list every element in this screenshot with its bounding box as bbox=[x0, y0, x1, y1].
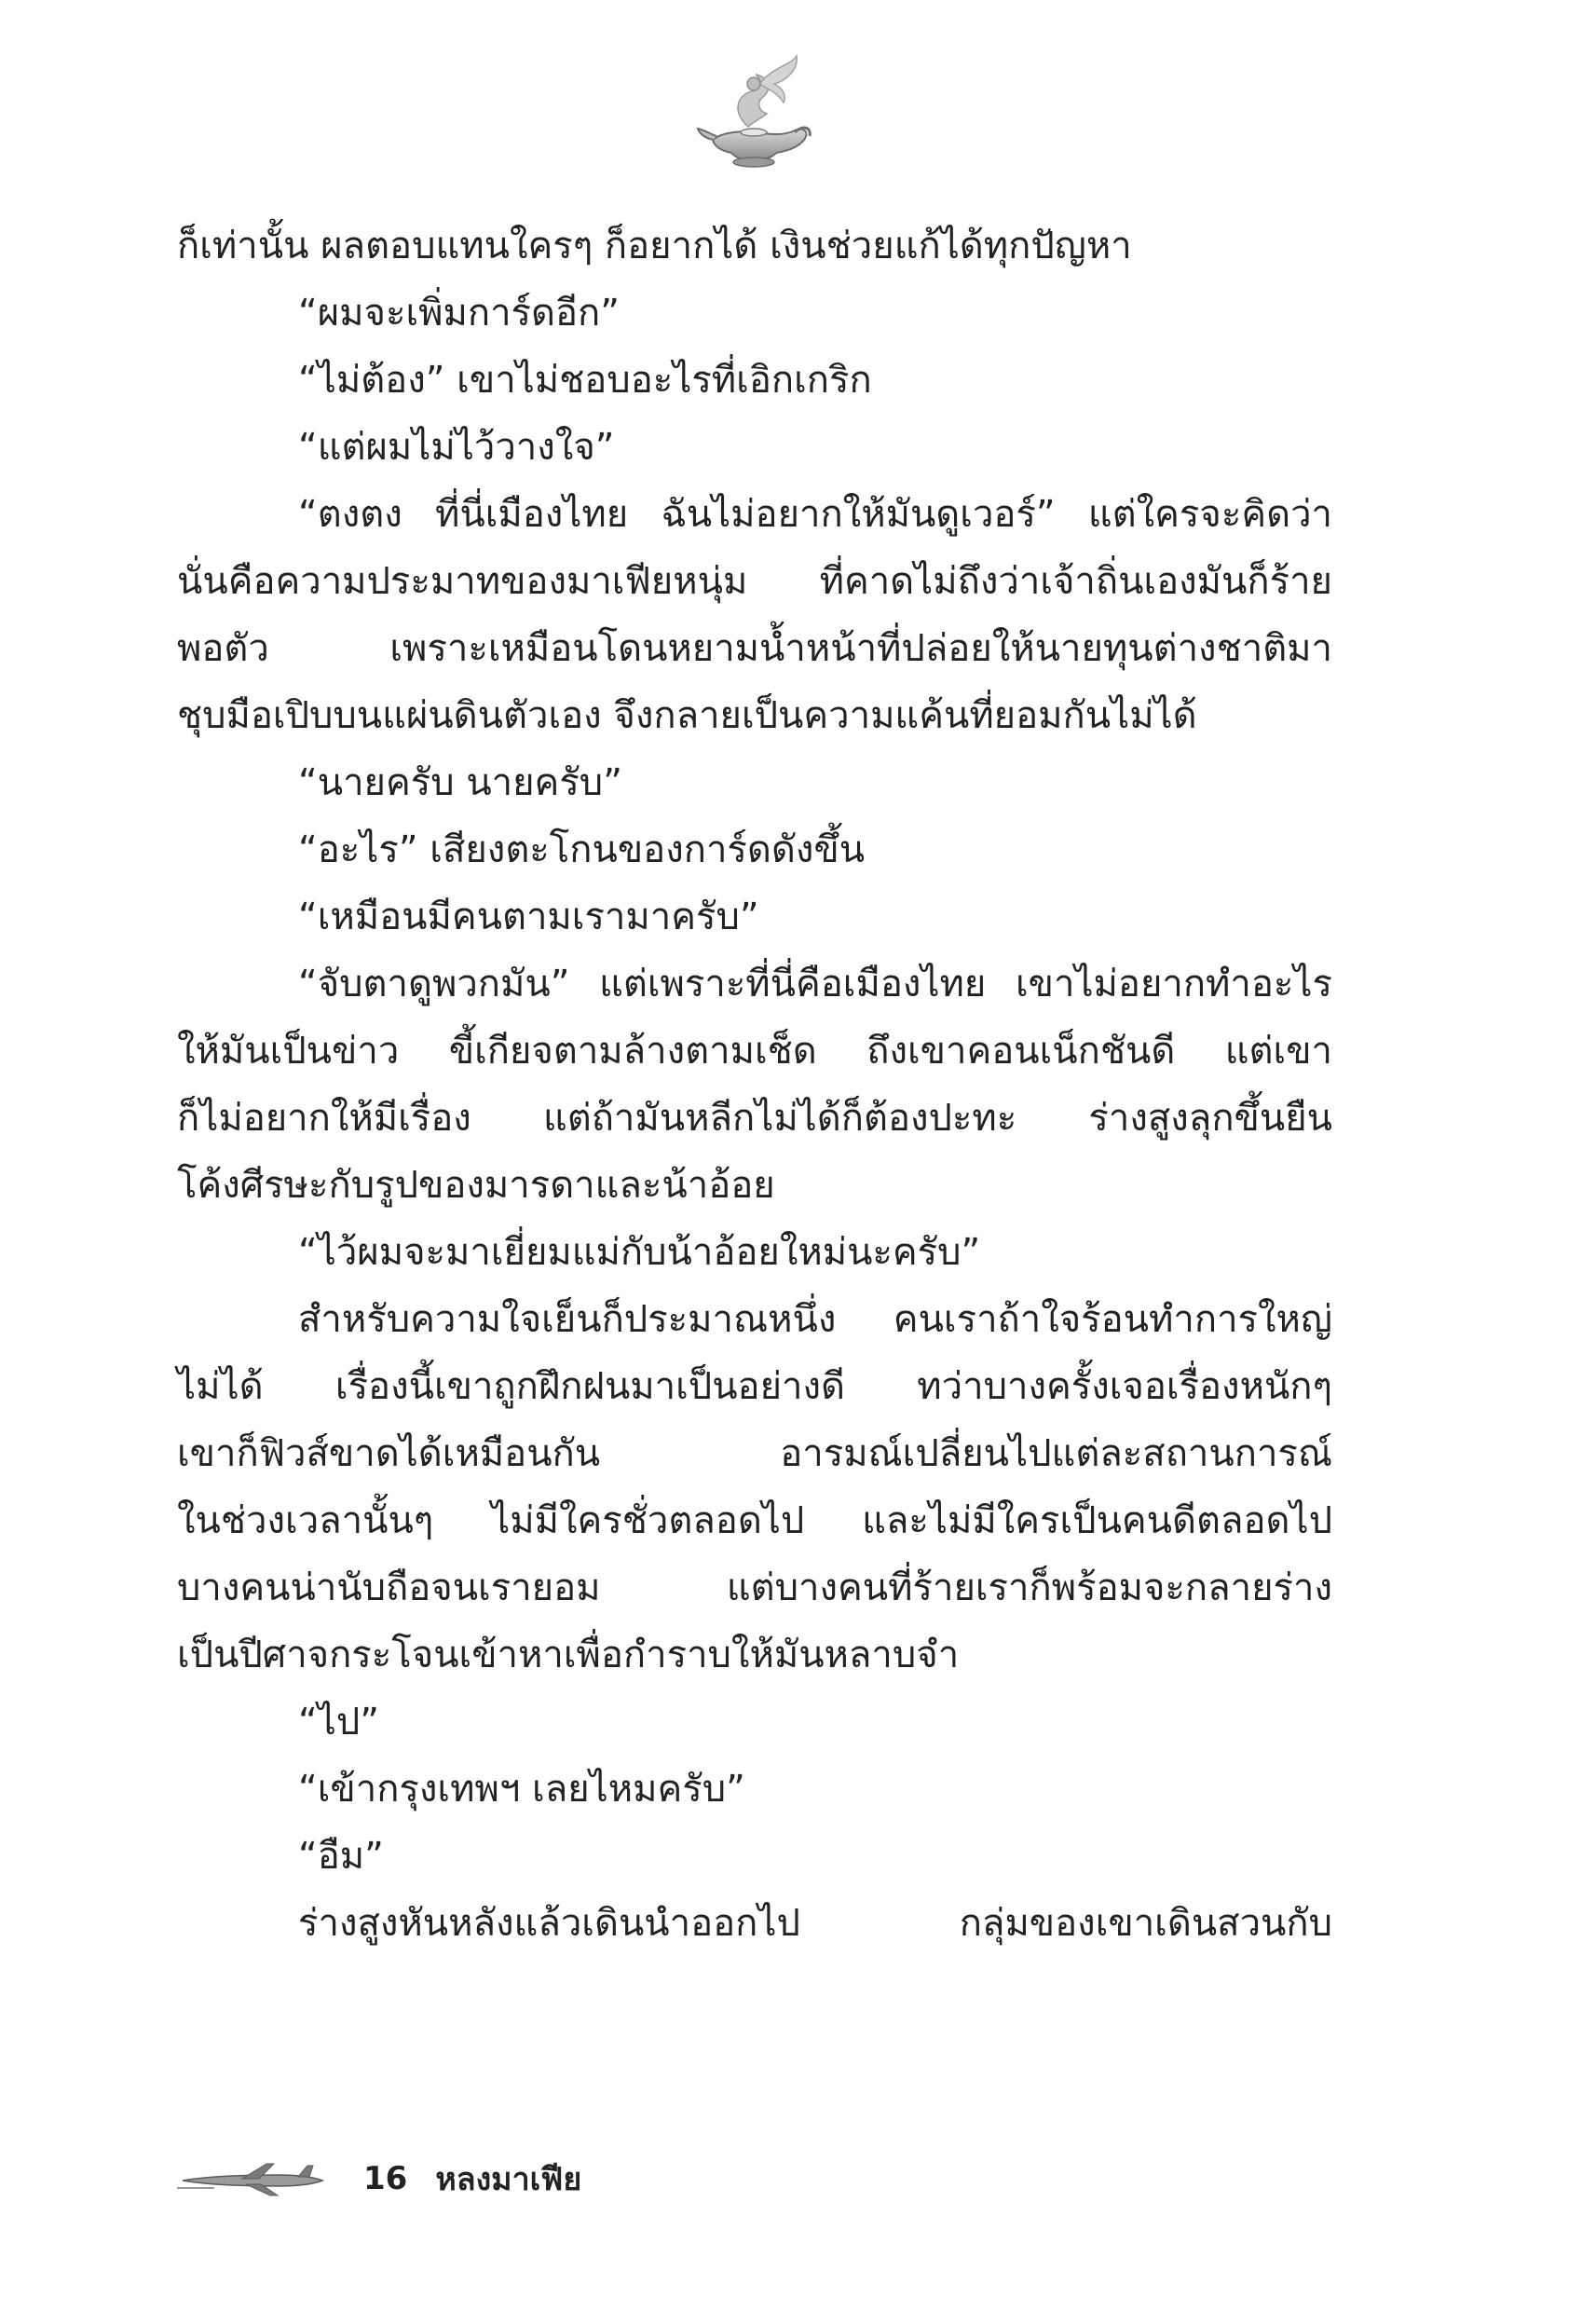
text-line: บางคนน่านับถือจนเรายอม แต่บางคนที่ร้ายเราก็พร้อมจะกลายร่าง bbox=[177, 1566, 1332, 1609]
text-line: “ไว้ผมจะมาเยี่ยมแม่กับน้าอ้อยใหม่นะครับ” bbox=[298, 1231, 981, 1274]
airplane-icon bbox=[177, 2160, 326, 2197]
text-line: ร่างสูงหันหลังแล้วเดินนำออกไป กลุ่มของเขาเดินสวนกับ bbox=[298, 1902, 1332, 1945]
text-line: ไม่ได้ เรื่องนี้เขาถูกฝึกฝนมาเป็นอย่างดี ทว่าบางครั้งเจอเรื่องหนักๆ bbox=[177, 1365, 1332, 1408]
text-line: “ไม่ต้อง” เขาไม่ชอบอะไรที่เอิกเกริก bbox=[298, 359, 872, 402]
text-line: “นายครับ นายครับ” bbox=[298, 761, 622, 804]
text-line: พอตัว เพราะเหมือนโดนหยามน้ำหน้าที่ปล่อยให้นายทุนต่างชาติมา bbox=[177, 627, 1332, 670]
text-line: “จับตาดูพวกมัน” แต่เพราะที่นี่คือเมืองไทย เขาไม่อยากทำอะไร bbox=[298, 963, 1332, 1005]
text-line: “อะไร” เสียงตะโกนของการ์ดดังขึ้น bbox=[298, 828, 866, 871]
text-line: ในช่วงเวลานั้นๆ ไม่มีใครชั่วตลอดไป และไม่มีใครเป็นคนดีตลอดไป bbox=[177, 1499, 1332, 1542]
text-line: “อืม” bbox=[298, 1835, 384, 1878]
page-footer bbox=[177, 2151, 581, 2207]
text-line: ก็เท่านั้น ผลตอบแทนใครๆ ก็อยากได้ เงินช่วยแก้ได้ทุกปัญหา bbox=[177, 225, 1132, 267]
text-line: “ผมจะเพิ่มการ์ดอีก” bbox=[298, 292, 620, 335]
page-number: 16 bbox=[363, 2160, 408, 2197]
body-text bbox=[177, 212, 1332, 1957]
text-line: โค้งศีรษะกับรูปของมารดาและน้าอ้อย bbox=[177, 1164, 775, 1207]
text-line: สำหรับความใจเย็นก็ประมาณหนึ่ง คนเราถ้าใจร้อนทำการใหญ่ bbox=[298, 1298, 1332, 1341]
text-line: เป็นปีศาจกระโจนเข้าหาเพื่อกำราบให้มันหลาบจำ bbox=[177, 1634, 960, 1676]
text-line: “แต่ผมไม่ไว้วางใจ” bbox=[298, 426, 615, 469]
text-line: “เหมือนมีคนตามเรามาครับ” bbox=[298, 896, 759, 938]
text-line: “ไป” bbox=[298, 1701, 379, 1744]
magic-lamp-genie-icon bbox=[694, 47, 815, 177]
text-line: นั่นคือความประมาทของมาเฟียหนุ่ม ที่คาดไม่ถึงว่าเจ้าถิ่นเองมันก็ร้าย bbox=[177, 560, 1332, 603]
text-line: ให้มันเป็นข่าว ขี้เกียจตามล้างตามเช็ด ถึงเขาคอนเน็กชันดี แต่เขา bbox=[177, 1030, 1332, 1073]
text-line: “เข้ากรุงเทพฯ เลยไหมครับ” bbox=[298, 1768, 745, 1811]
text-line: เขาก็ฟิวส์ขาดได้เหมือนกัน อารมณ์เปลี่ยนไปแต่ละสถานการณ์ bbox=[177, 1432, 1332, 1475]
text-line: “ตงตง ที่นี่เมืองไทย ฉันไม่อยากให้มันดูเวอร์” แต่ใครจะคิดว่า bbox=[298, 493, 1332, 536]
text-line: ชุบมือเปิบบนแผ่นดินตัวเอง จึงกลายเป็นความแค้นที่ยอมกันไม่ได้ bbox=[177, 694, 1197, 737]
text-line: ก็ไม่อยากให้มีเรื่อง แต่ถ้ามันหลีกไม่ได้ก็ต้องปะทะ ร่างสูงลุกขึ้นยืน bbox=[177, 1097, 1332, 1140]
book-title: หลงมาเฟีย bbox=[435, 2161, 582, 2198]
